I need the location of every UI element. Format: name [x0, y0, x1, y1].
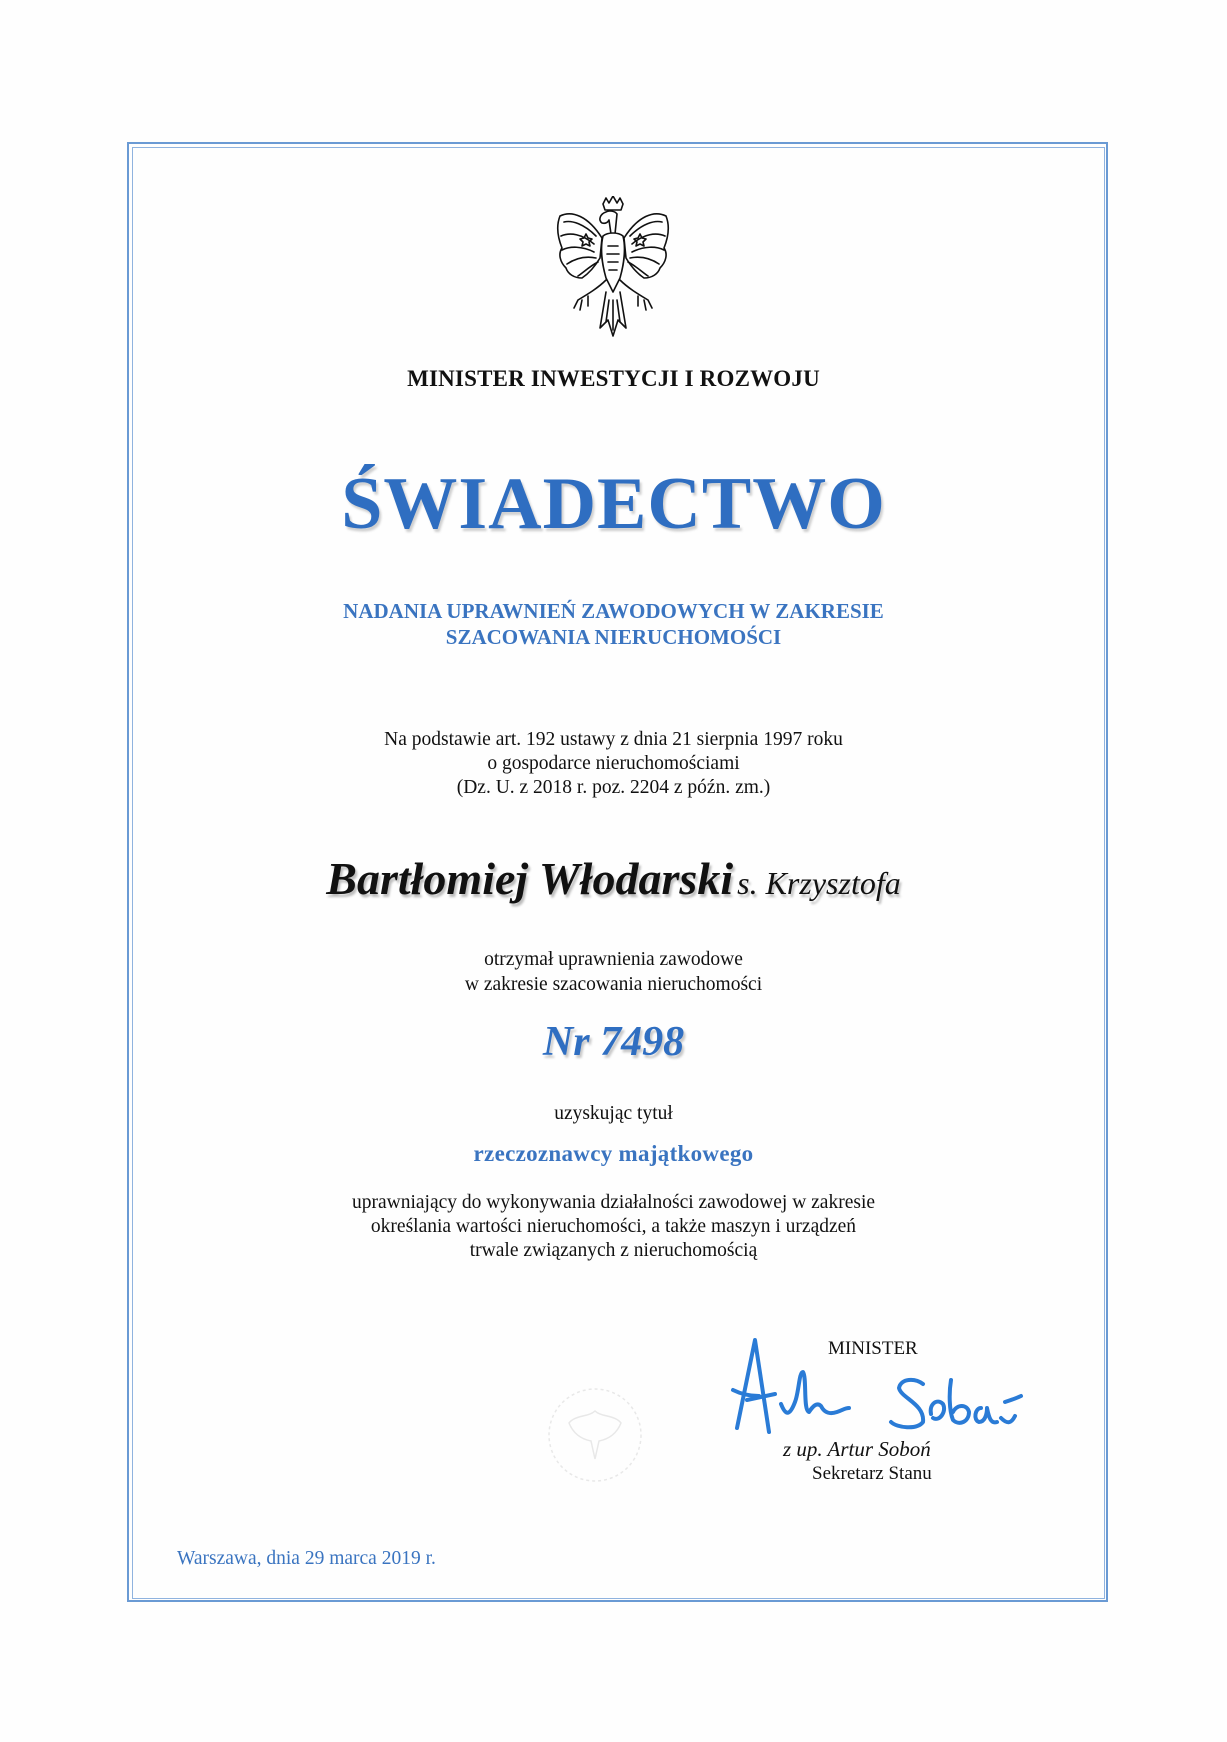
scope-line-3: trwale związanych z nieruchomością [469, 1240, 758, 1261]
issuer-heading: MINISTER INWESTYCJI I ROZWOJU [407, 366, 820, 391]
received-statement [0, 947, 1227, 997]
signatory-role: Sekretarz Stanu [812, 1463, 932, 1484]
scope-line-1: uprawniający do wykonywania działalności zawodowej w zakresie [351, 1192, 876, 1213]
legal-basis [0, 728, 1227, 800]
legal-basis-line-1: Na podstawie art. 192 ustawy z dnia 21 sierpnia 1997 roku [384, 729, 843, 750]
subtitle-line-1: NADANIA UPRAWNIEŃ ZAWODOWYCH W ZAKRESIE [343, 599, 884, 623]
signatory-name: z up. Artur Soboń [783, 1437, 931, 1461]
minister-label: MINISTER [828, 1338, 918, 1359]
subtitle-line-2: SZACOWANIA NIERUCHOMOŚCI [445, 625, 782, 649]
legal-basis-line-2: o gospodarce nieruchomościami [487, 753, 740, 774]
recipient [0, 852, 1227, 905]
certificate-subtitle [0, 598, 1227, 650]
obtaining-label: uzyskując tytuł [554, 1103, 673, 1124]
handwritten-signature [725, 1332, 1025, 1442]
received-line-2: w zakresie szacowania nieruchomości [464, 974, 763, 995]
legal-basis-line-3: (Dz. U. z 2018 r. poz. 2204 z późn. zm.) [456, 777, 771, 798]
license-number: Nr 7498 [542, 1019, 685, 1065]
received-line-1: otrzymał uprawnienia zawodowe [484, 949, 743, 970]
professional-title: rzeczoznawcy majątkowego [473, 1141, 754, 1166]
recipient-name: Bartłomiej Włodarski [326, 853, 734, 904]
scope-statement [0, 1191, 1227, 1263]
certificate-title: ŚWIADECTWO [341, 463, 886, 545]
scope-line-2: określania wartości nieruchomości, a także maszyn i urządzeń [370, 1216, 857, 1237]
place-and-date: Warszawa, dnia 29 marca 2019 r. [177, 1548, 436, 1569]
embossed-seal-icon [545, 1383, 645, 1488]
polish-eagle-icon [548, 196, 678, 338]
recipient-patronymic: s. Krzysztofa [737, 865, 901, 901]
